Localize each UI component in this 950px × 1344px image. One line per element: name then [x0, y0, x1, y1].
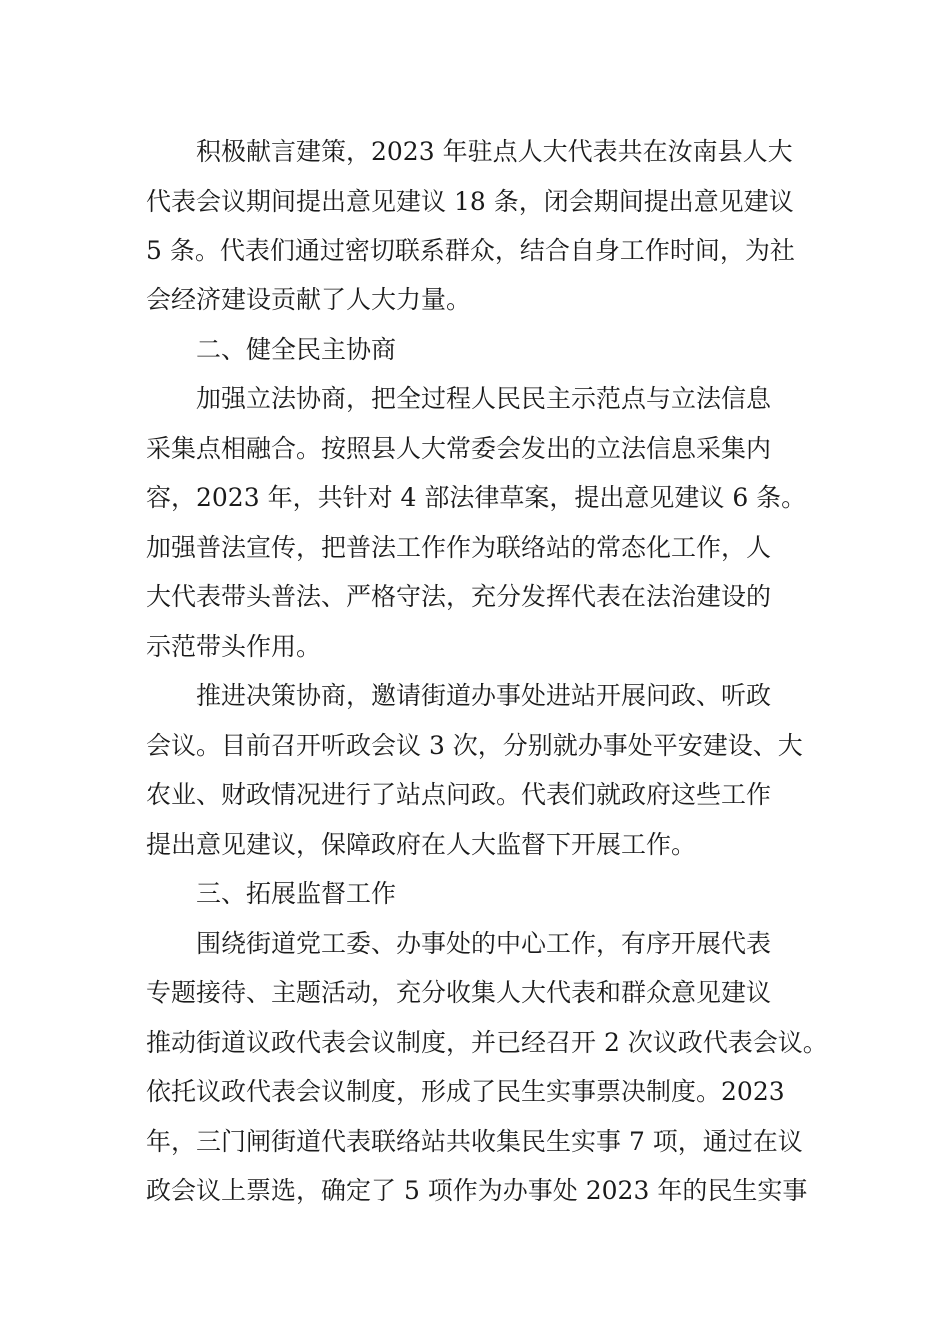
paragraph-3-line-4: 提出意见建议，保障政府在人大监督下开展工作。 [146, 830, 697, 859]
paragraph-2-line-6: 示范带头作用。 [146, 632, 322, 661]
paragraph-2-line-3: 容，2023 年，共针对 4 部法律草案，提出意见建议 6 条。 [146, 483, 807, 512]
paragraph-1-line-4: 会经济建设贡献了人大力量。 [146, 285, 472, 314]
paragraph-2-line-2: 采集点相融合。按照县人大常委会发出的立法信息采集内 [146, 434, 772, 463]
paragraph-2-line-5: 大代表带头普法、严格守法，充分发挥代表在法治建设的 [146, 582, 772, 611]
section-heading-2: 二、健全民主协商 [196, 335, 397, 364]
paragraph-1-line-3: 5 条。代表们通过密切联系群众，结合自身工作时间，为社 [146, 236, 795, 265]
paragraph-1-line-2: 代表会议期间提出意见建议 18 条，闭会期间提出意见建议 [146, 187, 794, 216]
paragraph-2-line-1: 加强立法协商，把全过程人民民主示范点与立法信息 [196, 384, 772, 413]
paragraph-1-line-1: 积极献言建策，2023 年驻点人大代表共在汝南县人大 [196, 137, 793, 166]
paragraph-4-line-2: 专题接待、主题活动，充分收集人大代表和群众意见建议 [146, 978, 772, 1007]
paragraph-3-line-3: 农业、财政情况进行了站点问政。代表们就政府这些工作 [146, 780, 772, 809]
paragraph-4-line-4: 依托议政代表会议制度，形成了民生实事票决制度。2023 [146, 1077, 785, 1106]
paragraph-3-line-1: 推进决策协商，邀请街道办事处进站开展问政、听政 [196, 681, 772, 710]
paragraph-4-line-1: 围绕街道党工委、办事处的中心工作，有序开展代表 [196, 929, 772, 958]
paragraph-4-line-5: 年，三门闸街道代表联络站共收集民生实事 7 项，通过在议 [146, 1127, 803, 1156]
paragraph-3-line-2: 会议。目前召开听政会议 3 次，分别就办事处平安建设、大 [146, 731, 803, 760]
paragraph-4-line-6: 政会议上票选，确定了 5 项作为办事处 2023 年的民生实事 [146, 1176, 808, 1205]
paragraph-4-line-3: 推动街道议政代表会议制度，并已经召开 2 次议政代表会议。 [146, 1028, 828, 1057]
section-heading-3: 三、拓展监督工作 [196, 879, 397, 908]
paragraph-2-line-4: 加强普法宣传，把普法工作作为联络站的常态化工作，人 [146, 533, 772, 562]
